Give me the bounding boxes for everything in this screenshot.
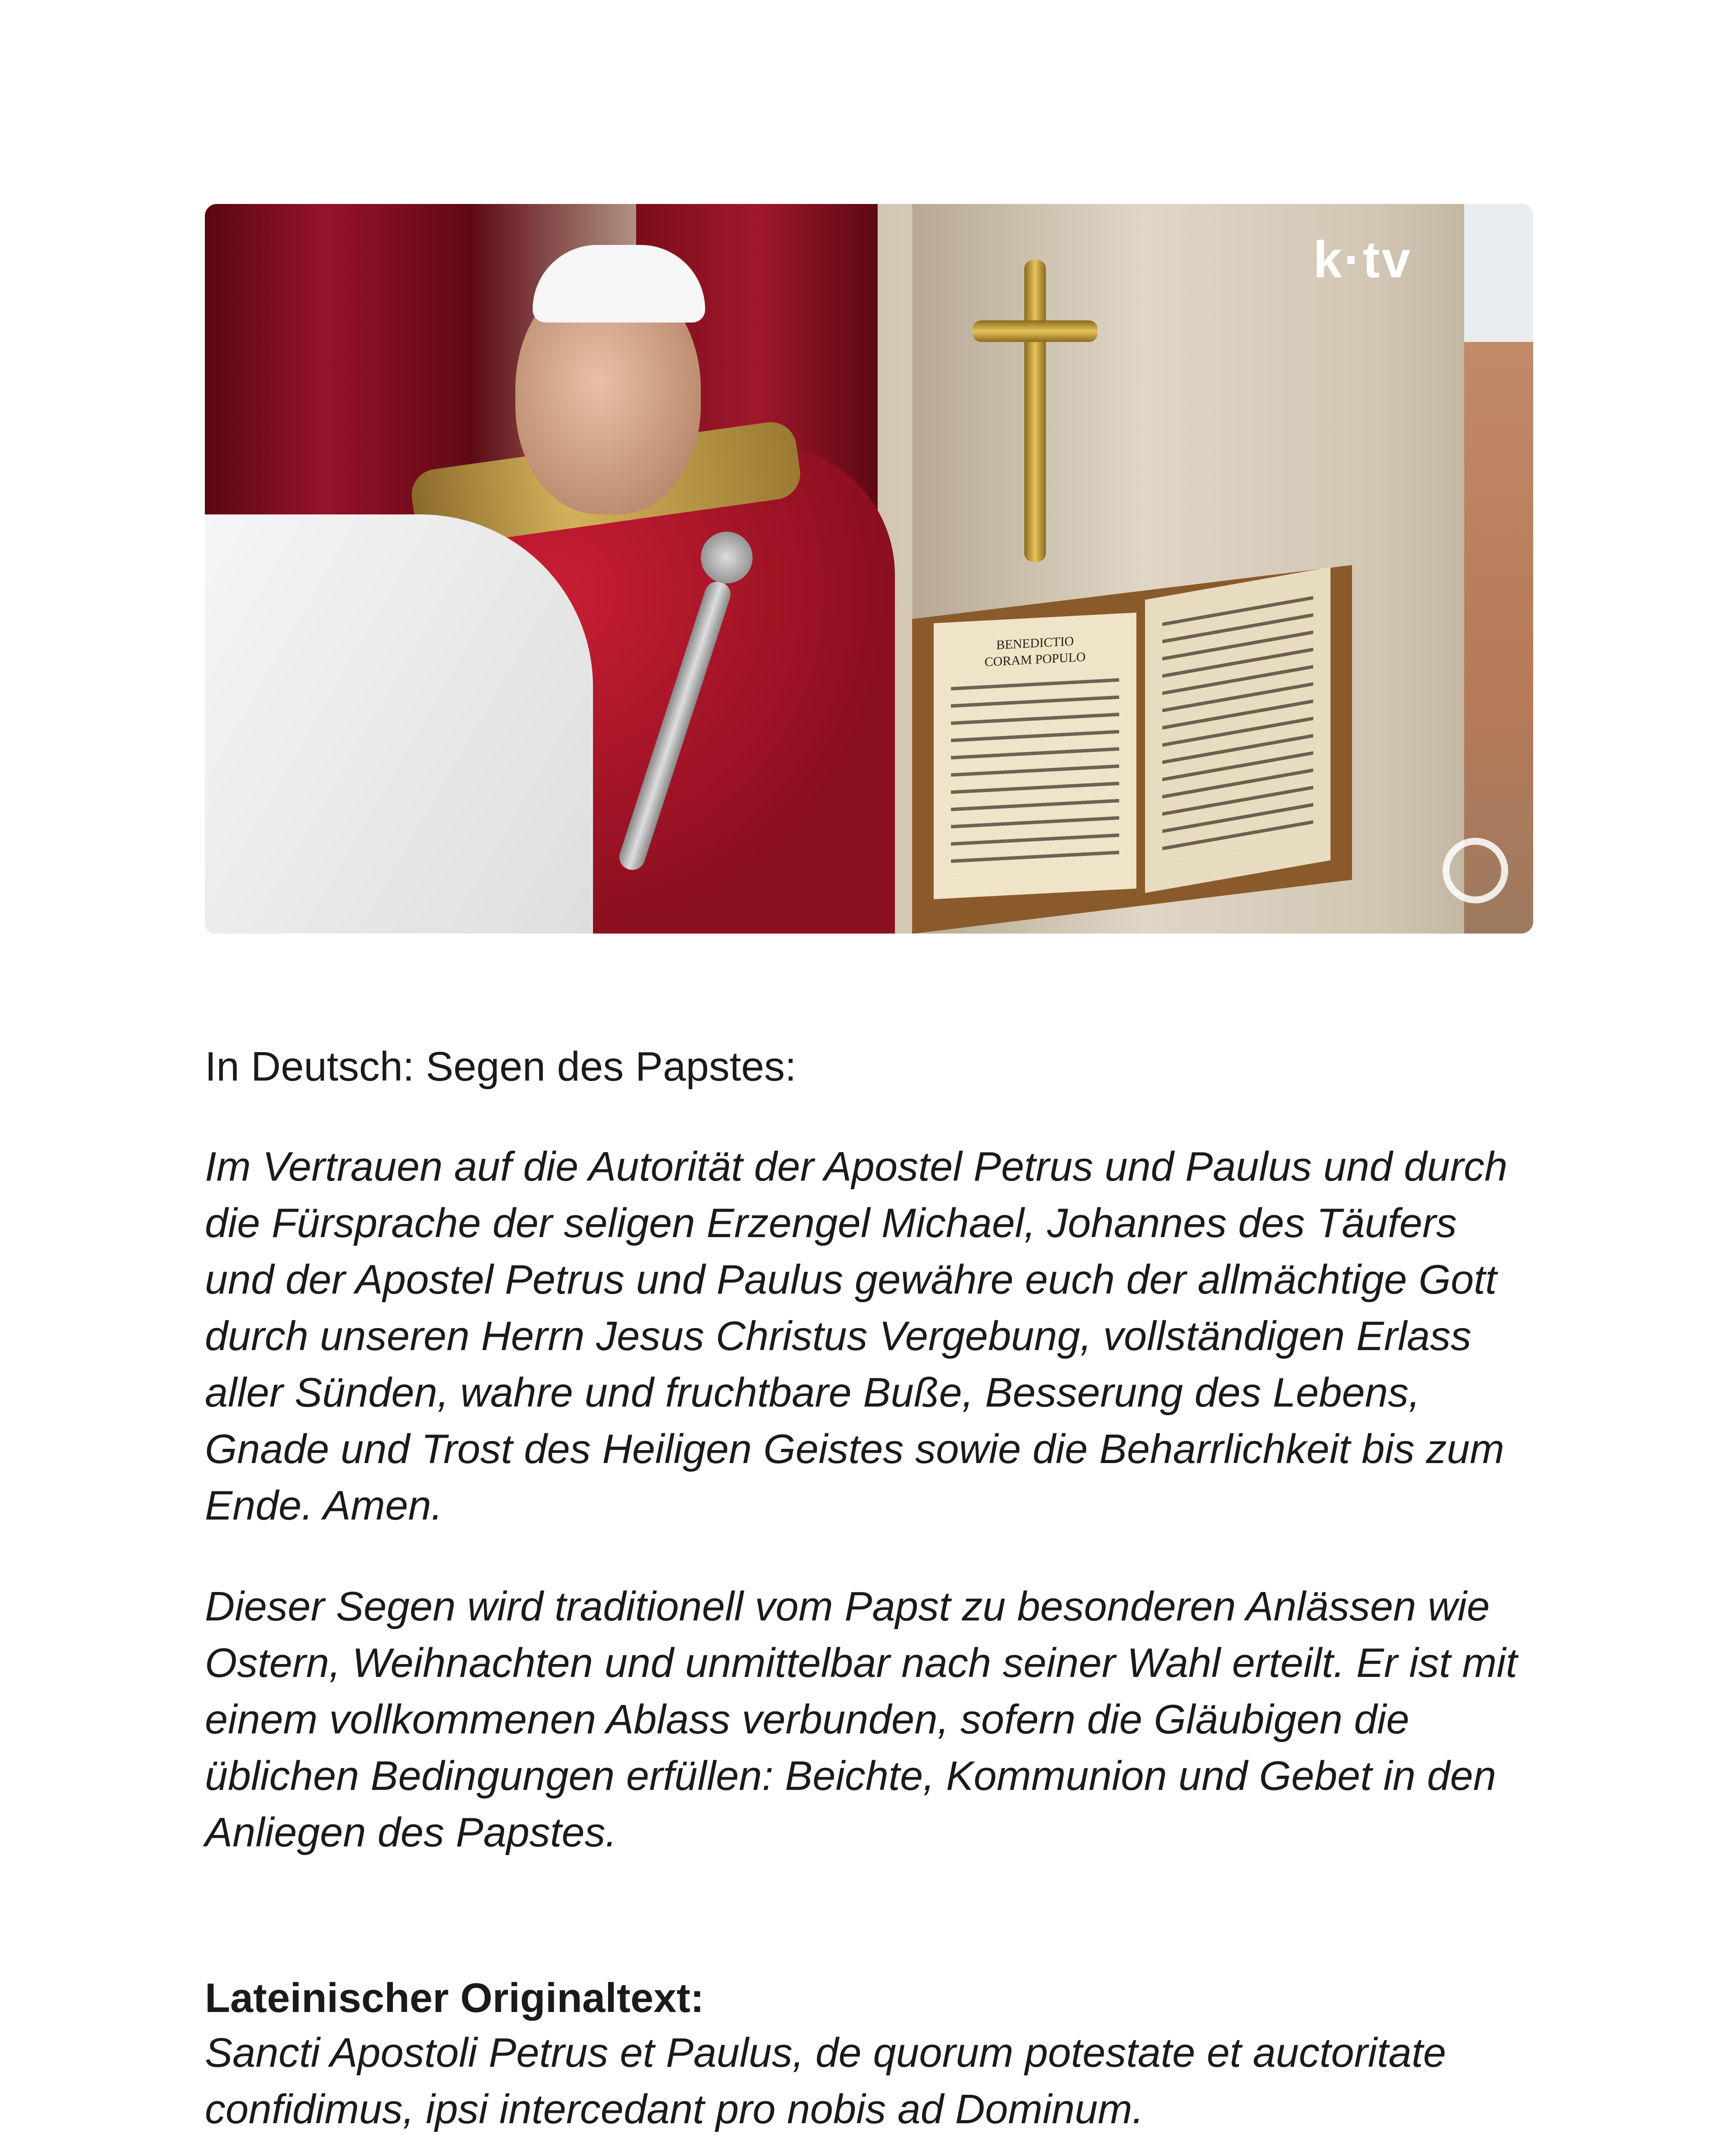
keys-watermark-icon	[1443, 838, 1508, 903]
ktv-watermark-logo: k·tv	[1313, 231, 1412, 288]
book-page-left	[934, 613, 1136, 899]
german-blessing-text: Im Vertrauen auf die Autorität der Apostel Petrus und Paulus und durch die Fürsprache der seligen Erzengel Michael, Johannes des Täufers und der Apostel Petrus und Paulus gewähre euch der allmächtige Gott durch unseren Herrn Jesus Christus Vergebung, vollständigen Erlass aller Sünden, wahre und fruchtbare Buße, Besserung des Lebens, Gnade und Trost des Heiligen Geistes sowie die Beharrlichkeit bis zum Ende. Amen.	[205, 1144, 1508, 1529]
book-title-line1: BENEDICTIO	[996, 634, 1074, 652]
microphone-icon	[701, 532, 753, 583]
book-text-lines	[1162, 596, 1313, 864]
german-heading: In Deutsch: Segen des Papstes:	[205, 1044, 797, 1090]
papal-blessing-photo	[205, 204, 1533, 934]
latin-text: Sancti Apostoli Petrus et Paulus, de quorum potestate et auctoritate confidimus, ipsi intercedant pro nobis ad Dominum.	[205, 2030, 1446, 2132]
blessing-explanation: Dieser Segen wird traditionell vom Papst zu besonderen Anlässen wie Ostern, Weihnachten und unmittelbar nach seiner Wahl erteilt. Er ist mit einem vollkommenen Ablass verbunden, sofern die Gläubigen die üblichen Bedingungen erfüllen: Beichte, Kommunion und Gebet in den Anliegen des Papstes.	[205, 1583, 1518, 1855]
book-text-lines	[951, 678, 1119, 877]
latin-heading: Lateinischer Originaltext:	[205, 1975, 704, 2021]
white-sleeve	[205, 514, 593, 934]
processional-cross-icon	[1024, 260, 1046, 562]
book-title-line2: CORAM POPULO	[984, 649, 1086, 670]
book-page-right	[1145, 567, 1330, 893]
processional-cross-arm	[973, 320, 1098, 342]
sky	[1464, 204, 1533, 342]
